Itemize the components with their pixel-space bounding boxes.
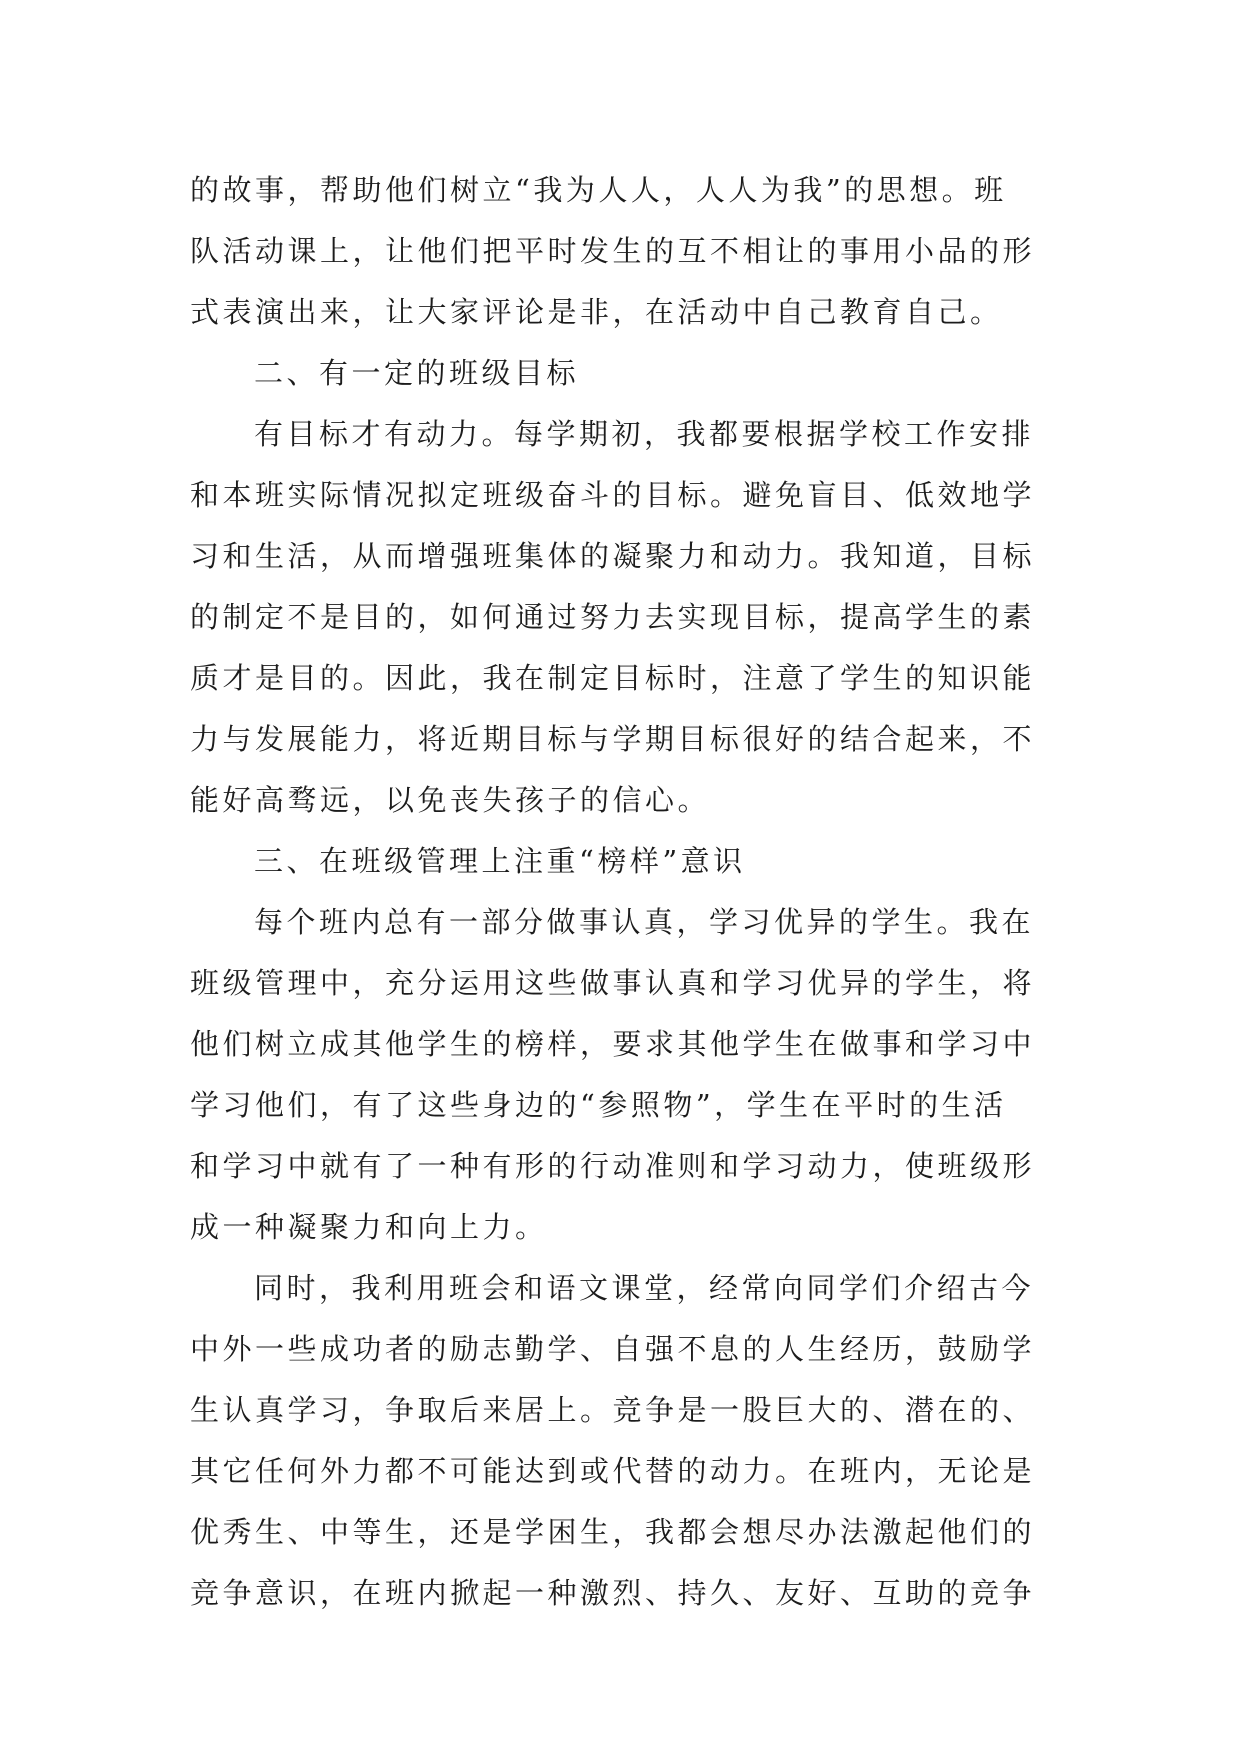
text-line: 二、有一定的班级目标 (254, 356, 580, 390)
text-line: 能好高骛远，以免丧失孩子的信心。 (190, 783, 711, 817)
text-line: 的故事，帮助他们树立“我为人人，人人为我”的思想。班 (190, 173, 1007, 207)
text-line: 和本班实际情况拟定班级奋斗的目标。避免盲目、低效地学 (190, 478, 1036, 512)
text-line: 质才是目的。因此，我在制定目标时，注意了学生的知识能 (190, 661, 1036, 695)
text-line: 其它任何外力都不可能达到或代替的动力。在班内，无论是 (190, 1454, 1036, 1488)
text-line: 生认真学习，争取后来居上。竞争是一股巨大的、潜在的、 (190, 1393, 1036, 1427)
text-line: 竞争意识，在班内掀起一种激烈、持久、友好、互助的竞争 (190, 1576, 1036, 1610)
text-line: 力与发展能力，将近期目标与学期目标很好的结合起来，不 (190, 722, 1036, 756)
body-text (190, 160, 1050, 1624)
text-line: 有目标才有动力。每学期初，我都要根据学校工作安排 (254, 417, 1035, 451)
text-line: 每个班内总有一部分做事认真，学习优异的学生。我在 (254, 905, 1035, 939)
text-line: 同时，我利用班会和语文课堂，经常向同学们介绍古今 (254, 1271, 1035, 1305)
text-line: 班级管理中，充分运用这些做事认真和学习优异的学生，将 (190, 966, 1036, 1000)
text-line: 优秀生、中等生，还是学困生，我都会想尽办法激起他们的 (190, 1515, 1036, 1549)
text-line: 中外一些成功者的励志勤学、自强不息的人生经历，鼓励学 (190, 1332, 1036, 1366)
text-line: 队活动课上，让他们把平时发生的互不相让的事用小品的形 (190, 234, 1036, 268)
text-line: 学习他们，有了这些身边的“参照物”，学生在平时的生活 (190, 1088, 1007, 1122)
text-line: 三、在班级管理上注重“榜样”意识 (254, 844, 746, 878)
text-line: 和学习中就有了一种有形的行动准则和学习动力，使班级形 (190, 1149, 1036, 1183)
text-line: 他们树立成其他学生的榜样，要求其他学生在做事和学习中 (190, 1027, 1036, 1061)
text-line: 成一种凝聚力和向上力。 (190, 1210, 548, 1244)
text-line: 的制定不是目的，如何通过努力去实现目标，提高学生的素 (190, 600, 1036, 634)
text-line: 式表演出来，让大家评论是非，在活动中自己教育自己。 (190, 295, 1003, 329)
text-line: 习和生活，从而增强班集体的凝聚力和动力。我知道，目标 (190, 539, 1036, 573)
